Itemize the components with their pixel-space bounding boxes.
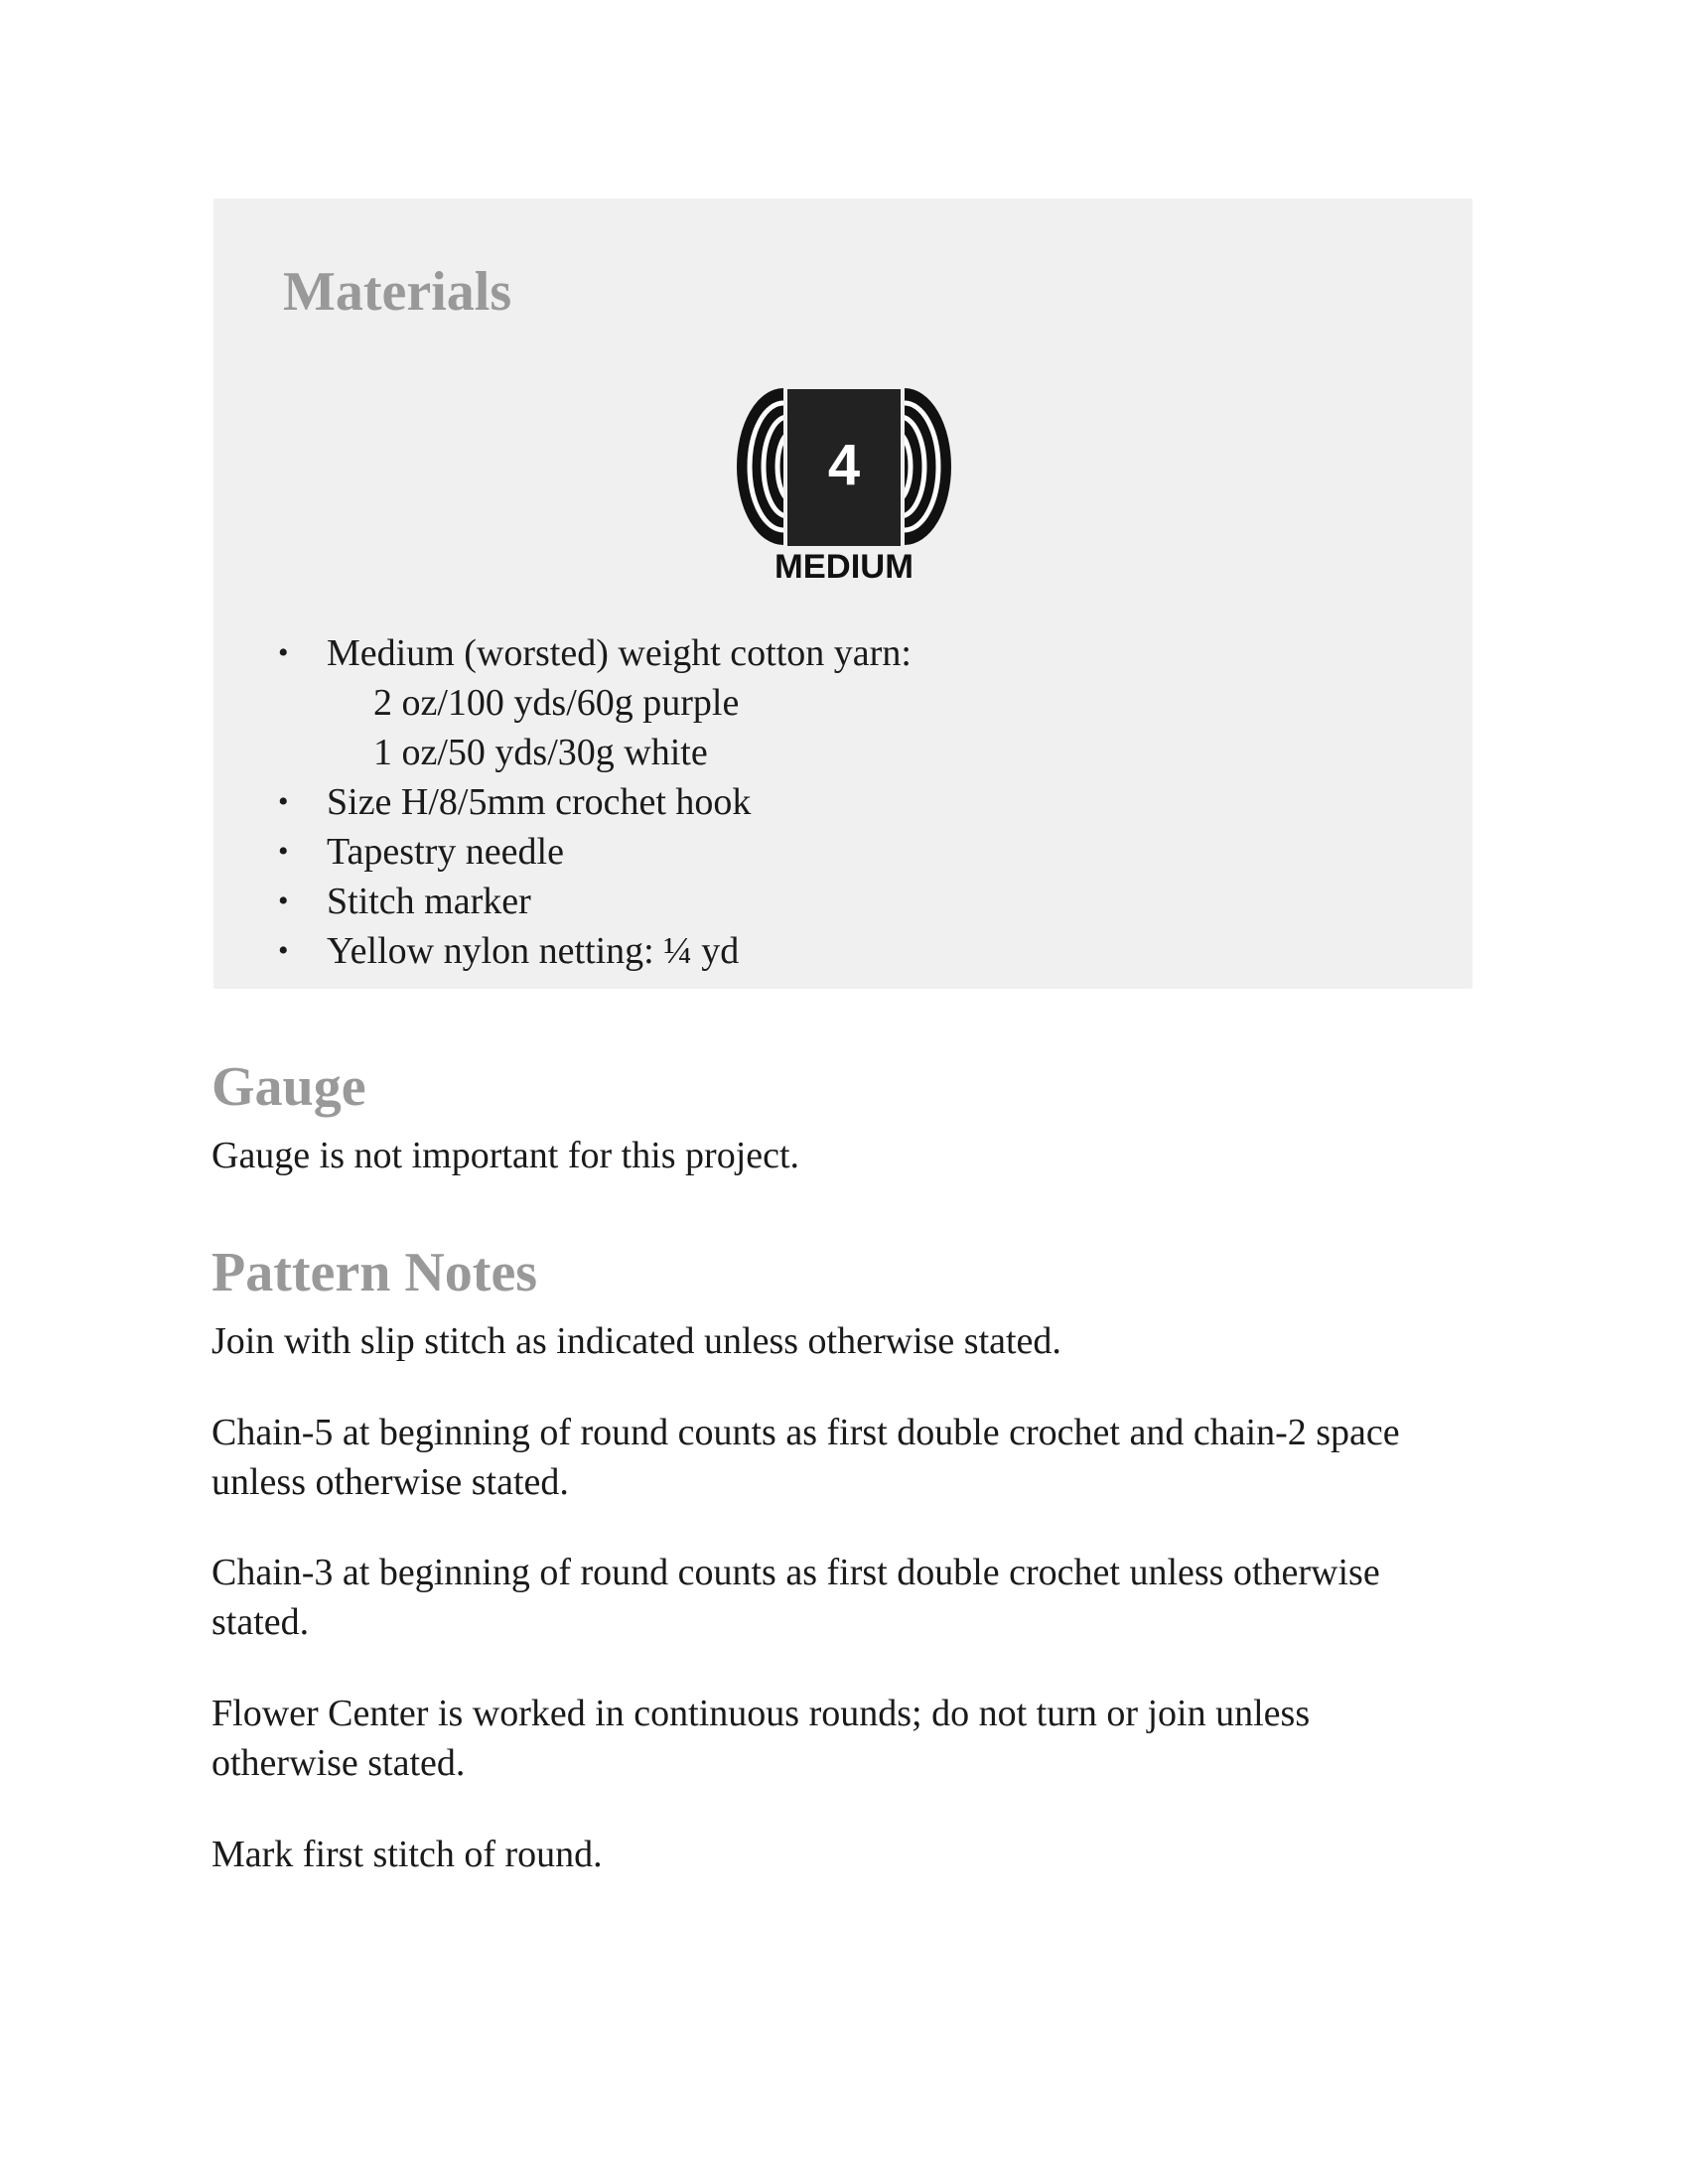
pattern-notes-heading: Pattern Notes xyxy=(211,1242,538,1303)
list-item-text: Tapestry needle xyxy=(327,831,564,873)
bullet-icon: • xyxy=(278,934,289,967)
pattern-note-paragraph: Join with slip stitch as indicated unless otherwise stated. xyxy=(211,1320,1061,1362)
bullet-icon: • xyxy=(278,785,289,818)
materials-list xyxy=(278,628,912,976)
list-item-text: Stitch marker xyxy=(327,881,531,922)
list-item-subline: 1 oz/50 yds/30g white xyxy=(373,732,708,773)
materials-box xyxy=(213,199,1473,989)
bullet-icon: • xyxy=(278,636,289,669)
materials-heading: Materials xyxy=(283,261,512,323)
bullet-icon: • xyxy=(278,885,289,917)
list-item xyxy=(278,628,912,777)
list-item-text: Medium (worsted) weight cotton yarn: xyxy=(327,632,912,674)
pattern-note-paragraph: Chain-5 at beginning of round counts as first double crochet and chain-2 space unless otherwise stated. xyxy=(211,1412,1400,1503)
list-item-subline: 2 oz/100 yds/60g purple xyxy=(373,682,740,724)
pattern-note-paragraph: Mark first stitch of round. xyxy=(211,1834,603,1875)
gauge-text: Gauge is not important for this project. xyxy=(211,1135,800,1176)
list-item xyxy=(278,777,912,827)
list-item xyxy=(278,877,912,926)
yarn-weight-label: MEDIUM xyxy=(774,548,914,584)
list-item xyxy=(278,827,912,877)
pattern-note-paragraph: Chain-3 at beginning of round counts as first double crochet unless otherwise stated. xyxy=(211,1552,1380,1643)
pattern-note-paragraph: Flower Center is worked in continuous rounds; do not turn or join unless otherwise stated. xyxy=(211,1693,1311,1784)
list-item-text: Yellow nylon netting: ¼ yd xyxy=(327,930,740,972)
yarn-weight-medium-icon xyxy=(732,375,956,584)
bullet-icon: • xyxy=(278,835,289,868)
yarn-weight-number: 4 xyxy=(827,433,861,497)
list-item xyxy=(278,926,912,976)
gauge-heading: Gauge xyxy=(211,1056,366,1118)
list-item-text: Size H/8/5mm crochet hook xyxy=(327,781,752,823)
